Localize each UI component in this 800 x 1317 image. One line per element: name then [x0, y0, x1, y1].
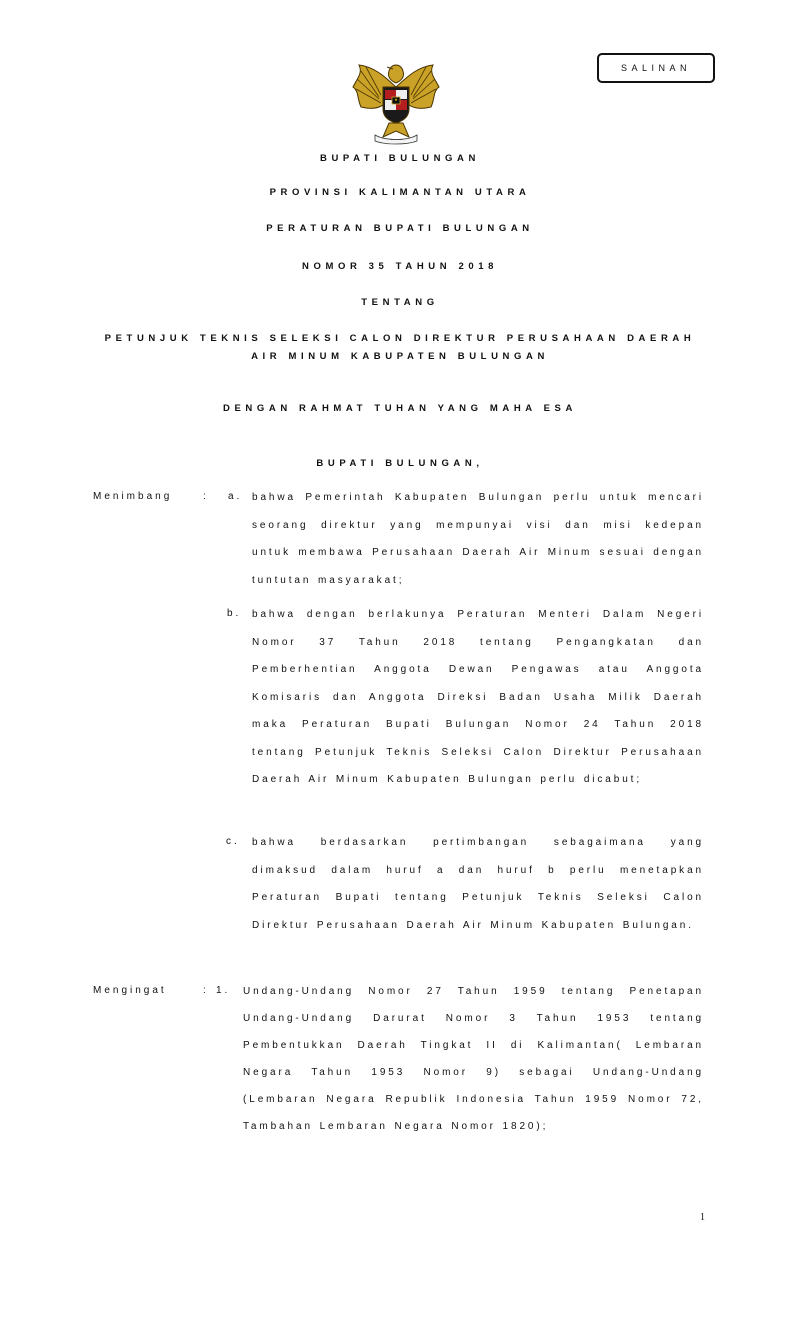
- grace-heading: DENGAN RAHMAT TUHAN YANG MAHA ESA: [223, 403, 577, 414]
- title-line-2: AIR MINUM KABUPATEN BULUNGAN: [251, 351, 549, 362]
- menimbang-colon: :: [203, 491, 209, 502]
- garuda-emblem-icon: [349, 57, 443, 149]
- svg-text:~~~~~: ~~~~~: [390, 137, 402, 142]
- item-marker: a.: [228, 491, 243, 502]
- item-marker: b.: [227, 608, 242, 619]
- page-number: 1: [700, 1212, 705, 1223]
- enactor-heading: BUPATI BULUNGAN,: [316, 458, 484, 469]
- menimbang-item-b: bahwa dengan berlakunya Peraturan Menteri Dalam Negeri Nomor 37 Tahun 2018 tentang Pengangkatan dan Pemberhentian Anggota Dewan Pengawas atau Anggota Komisaris dan Anggota Direksi Badan Usaha Milik Daerah maka Peraturan Bupati Bulungan Nomor 24 Tahun 2018 tentang Petunjuk Teknis Seleksi Calon Direktur Perusahaan Daerah Air Minum Kabupaten Bulungan perlu dicabut;: [252, 609, 704, 785]
- menimbang-item-c: bahwa berdasarkan pertimbangan sebagaimana yang dimaksud dalam huruf a dan huruf b perlu menetapkan Peraturan Bupati tentang Petunjuk Teknis Seleksi Calon Direktur Perusahaan Daerah Air Minum Kabupaten Bulungan.: [252, 837, 704, 931]
- official-heading: BUPATI BULUNGAN: [320, 153, 480, 164]
- mengingat-item-1: Undang-Undang Nomor 27 Tahun 1959 tentang Penetapan Undang-Undang Darurat Nomor 3 Tahun 1953 tentang Pembentukkan Daerah Tingkat II di Kalimantan( Lembaran Negara Tahun 1953 Nomor 9) sebagai Undang-Undang (Lembaran Negara Republik Indonesia Tahun 1959 Nomor 72, Tambahan Lembaran Negara Nomor 1820);: [243, 986, 704, 1132]
- salinan-stamp: [597, 53, 715, 83]
- mengingat-label: Mengingat: [93, 985, 167, 996]
- menimbang-label: Menimbang: [93, 491, 173, 502]
- regulation-heading: PERATURAN BUPATI BULUNGAN: [266, 223, 534, 234]
- province-heading: PROVINSI KALIMANTAN UTARA: [269, 187, 531, 198]
- salinan-label: SALINAN: [620, 63, 691, 73]
- regulation-number: NOMOR 35 TAHUN 2018: [302, 261, 498, 272]
- item-marker: c.: [226, 836, 240, 847]
- mengingat-colon: :: [203, 985, 209, 996]
- about-heading: TENTANG: [361, 297, 439, 308]
- menimbang-item-a: bahwa Pemerintah Kabupaten Bulungan perlu untuk mencari seorang direktur yang mempunyai visi dan misi kedepan untuk membawa Perusahaan Daerah Air Minum sesuai dengan tuntutan masyarakat;: [252, 492, 704, 586]
- title-line-1: PETUNJUK TEKNIS SELEKSI CALON DIREKTUR PERUSAHAAN DAERAH: [104, 333, 696, 344]
- item-marker: 1.: [216, 985, 231, 996]
